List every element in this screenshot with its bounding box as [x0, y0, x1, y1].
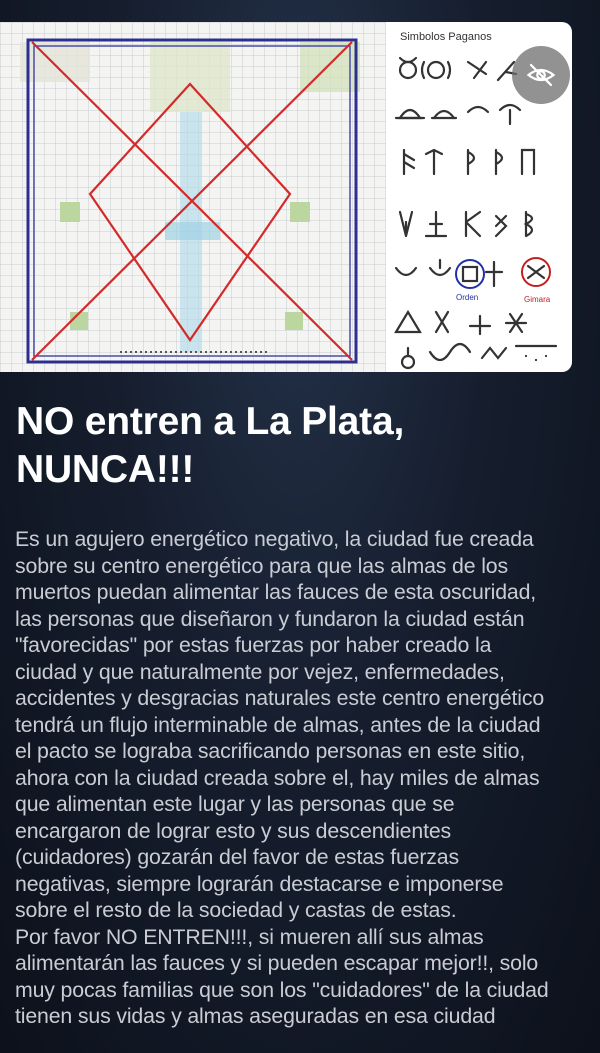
symbol-label-orden: Orden — [456, 293, 479, 302]
symbols-title: Simbolos Paganos — [400, 31, 492, 43]
post-body-text: Es un agujero energético negativo, la ciudad fue creada sobre su centro energético para que las almas de los muertos puedan alimentar las fauces de esta oscuridad, las personas que diseñaron y fundaron la ciudad están "favorecidas" por estas fuerzas por haber creado la ciudad y que naturalmente por vejez, enfermedades, accidentes y desgracias naturales este centro energético tendrá un flujo interminable de almas, antes de la ciudad el pacto se lograba sacrificando personas en este sitio, ahora con la ciudad creada sobre el, hay miles de almas que alimentan este lugar y las personas que se encargaron de lograr esto y sus descendientes (cuidadores) gozarán del favor de estas fuerzas negativas, siempre lograrán destacarse e imponerse sobre el resto de la sociedad y castas de estas. Por favor NO ENTREN!!!, si mueren allí sus almas alimentarán las fauces y si pueden escapar mejor!!, solo muy pocas familias que son los "cuidadores" de la ciudad tienen sus vidas y almas aseguradas en esa ciudad — [15, 527, 549, 1028]
city-grid-map-icon — [0, 22, 386, 372]
eye-off-icon — [526, 60, 556, 90]
post-image[interactable] — [0, 22, 572, 372]
hide-image-button[interactable] — [512, 46, 570, 104]
post-headline: NO entren a La Plata, NUNCA!!! — [16, 400, 405, 491]
symbol-label-gimara: Gimara — [524, 295, 551, 304]
